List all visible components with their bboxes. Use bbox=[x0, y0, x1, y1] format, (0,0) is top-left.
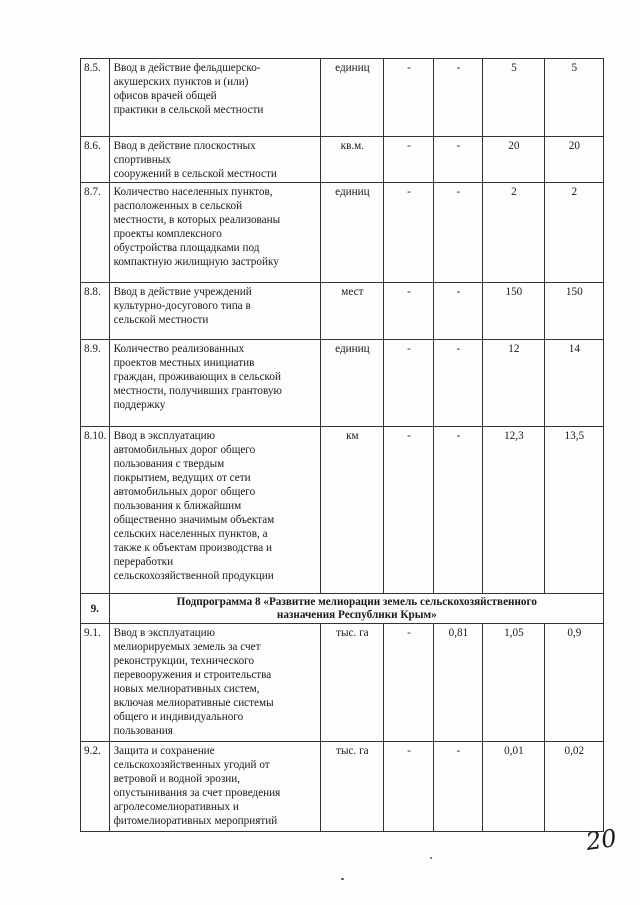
unit: тыс. га bbox=[320, 624, 384, 742]
unit: единиц bbox=[320, 183, 384, 283]
table-row bbox=[81, 137, 604, 183]
value-4: 150 bbox=[544, 283, 603, 340]
row-number: 9.1. bbox=[81, 624, 110, 742]
value-1: - bbox=[384, 283, 433, 340]
value-4: 5 bbox=[544, 59, 603, 137]
value-1: - bbox=[384, 137, 433, 183]
page-number: 20 bbox=[584, 824, 619, 856]
value-4: 2 bbox=[544, 183, 603, 283]
value-4: 20 bbox=[544, 137, 603, 183]
value-3: 12 bbox=[483, 340, 545, 427]
section-title: Подпрограмма 8 «Развитие мелиорации земель сельскохозяйственного назначения Республики Крым» bbox=[109, 594, 603, 624]
row-number: 8.10. bbox=[81, 427, 110, 594]
scan-speck bbox=[430, 857, 432, 859]
indicator-name: Защита и сохранение сельскохозяйственных угодий от ветровой и водной эрозии, опустынивания за счет проведения агролесомелиоративных и фитомелиоративных мероприятий bbox=[109, 742, 320, 832]
value-4: 14 bbox=[544, 340, 603, 427]
value-2: - bbox=[433, 742, 482, 832]
value-3: 5 bbox=[483, 59, 545, 137]
value-2: - bbox=[433, 283, 482, 340]
indicator-name: Ввод в эксплуатацию автомобильных дорог общего пользования с твердым покрытием, ведущих от сети автомобильных дорог общего пользования к ближайшим общественно значимым объектам сельских населенных пунктов, а также к объектам производства и переработки сельскохозяйственной продукции bbox=[109, 427, 320, 594]
table-row bbox=[81, 59, 604, 137]
value-4: 0,9 bbox=[544, 624, 603, 742]
value-4: 13,5 bbox=[544, 427, 603, 594]
unit: единиц bbox=[320, 59, 384, 137]
indicator-name: Количество реализованных проектов местных инициатив граждан, проживающих в сельской местности, получивших грантовую поддержку bbox=[109, 340, 320, 427]
table-row bbox=[81, 183, 604, 283]
row-number: 8.5. bbox=[81, 59, 110, 137]
unit: мест bbox=[320, 283, 384, 340]
value-3: 150 bbox=[483, 283, 545, 340]
value-3: 2 bbox=[483, 183, 545, 283]
indicator-name: Ввод в действие фельдшерско- акушерских пунктов и (или) офисов врачей общей практики в сельской местности bbox=[109, 59, 320, 137]
table-row bbox=[81, 427, 604, 594]
row-number: 8.8. bbox=[81, 283, 110, 340]
row-number: 8.7. bbox=[81, 183, 110, 283]
table-row bbox=[81, 340, 604, 427]
value-2: 0,81 bbox=[433, 624, 482, 742]
value-1: - bbox=[384, 183, 433, 283]
value-2: - bbox=[433, 427, 482, 594]
value-1: - bbox=[384, 624, 433, 742]
value-3: 20 bbox=[483, 137, 545, 183]
row-number: 8.6. bbox=[81, 137, 110, 183]
section-number: 9. bbox=[81, 594, 110, 624]
table-row bbox=[81, 283, 604, 340]
table-row bbox=[81, 742, 604, 832]
value-2: - bbox=[433, 183, 482, 283]
unit: тыс. га bbox=[320, 742, 384, 832]
value-1: - bbox=[384, 340, 433, 427]
indicator-name: Ввод в эксплуатацию мелиорируемых земель за счет реконструкции, технического перевооружения и строительства новых мелиоративных систем, включая мелиоративные системы общего и индивидуального пользования bbox=[109, 624, 320, 742]
row-number: 9.2. bbox=[81, 742, 110, 832]
section-header-row bbox=[81, 594, 604, 624]
unit: единиц bbox=[320, 340, 384, 427]
value-1: - bbox=[384, 427, 433, 594]
value-1: - bbox=[384, 59, 433, 137]
row-number: 8.9. bbox=[81, 340, 110, 427]
indicator-name: Ввод в действие учреждений культурно-досугового типа в сельской местности bbox=[109, 283, 320, 340]
table-row bbox=[81, 624, 604, 742]
value-1: - bbox=[384, 742, 433, 832]
unit: км bbox=[320, 427, 384, 594]
value-2: - bbox=[433, 137, 482, 183]
value-3: 0,01 bbox=[483, 742, 545, 832]
indicator-name: Ввод в действие плоскостных спортивных сооружений в сельской местности bbox=[109, 137, 320, 183]
value-3: 12,3 bbox=[483, 427, 545, 594]
value-3: 1,05 bbox=[483, 624, 545, 742]
indicators-table bbox=[80, 58, 604, 832]
value-4: 0,02 bbox=[544, 742, 603, 832]
scan-speck bbox=[341, 878, 344, 880]
indicator-name: Количество населенных пунктов, расположенных в сельской местности, в которых реализованы проекты комплексного обустройства площадками под компактную жилищную застройку bbox=[109, 183, 320, 283]
value-2: - bbox=[433, 59, 482, 137]
unit: кв.м. bbox=[320, 137, 384, 183]
value-2: - bbox=[433, 340, 482, 427]
